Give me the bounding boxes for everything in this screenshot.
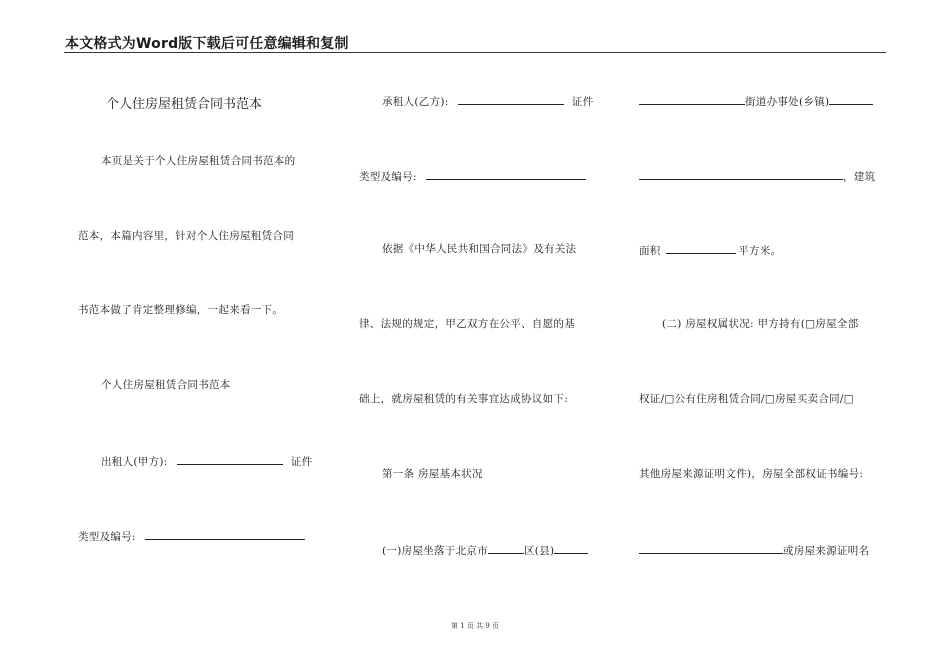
page-number: 第 1 页 共 9 页 [450, 622, 500, 630]
lessee-id-label: 证件 [571, 96, 594, 108]
street-blank [554, 542, 588, 554]
col2-line-4: 律、法规的规定，甲乙双方在公平、自愿的基 [359, 318, 575, 330]
area-label: 面积 [639, 245, 661, 257]
col2-line-7 [382, 542, 588, 558]
lessor-name-blank [177, 453, 283, 465]
header-title: 本文格式为Word版下载后可任意编辑和复制 [65, 36, 349, 52]
col1-line-5 [101, 453, 313, 469]
lessor-id-type-label: 类型及编号: [78, 531, 136, 543]
col3-line-1 [639, 93, 873, 109]
col3-line-5: 权证/□公有住房租赁合同/□房屋买卖合同/□ [639, 393, 854, 405]
document-title: 个人住房屋租赁合同书范本 [106, 97, 263, 112]
col2-line-2 [359, 168, 586, 184]
area-blank [666, 242, 736, 254]
lessor-id-label: 证件 [290, 456, 313, 468]
col2-line-5: 础上，就房屋租赁的有关事宜达成协议如下: [359, 393, 569, 405]
lessee-id-type-label: 类型及编号: [359, 171, 417, 183]
address-blank [639, 168, 843, 180]
col1-line-1: 本页是关于个人住房屋租赁合同书范本的 [101, 155, 296, 167]
col3-line-7 [639, 542, 869, 558]
col3-line-6: 其他房屋来源证明文件)，房屋全部权证书编号: [639, 468, 864, 480]
col3-line-2 [639, 168, 875, 184]
col1-line-3: 书范本做了肯定整理修编，一起来看一下。 [78, 304, 284, 316]
lessor-label: 出租人(甲方): [101, 456, 168, 468]
township-blank [829, 93, 873, 105]
lessor-id-number-blank [145, 528, 305, 540]
area-unit-label: 平方米。 [738, 245, 782, 257]
col1-line-6 [78, 528, 305, 544]
lessee-id-number-blank [426, 168, 586, 180]
col2-line-6: 第一条 房屋基本状况 [382, 468, 483, 480]
location-city-label: (一)房屋坐落于北京市 [382, 545, 488, 557]
lessee-name-blank [458, 93, 564, 105]
col3-line-3 [639, 242, 781, 258]
col3-line-4: (二) 房屋权属状况: 甲方持有(□房屋全部 [662, 318, 859, 330]
lessee-label: 承租人(乙方): [382, 96, 449, 108]
building-label: ，建筑 [843, 171, 876, 183]
col1-line-4: 个人住房屋租赁合同书范本 [101, 379, 231, 391]
subdistrict-label: 街道办事处(乡镇) [745, 96, 830, 108]
certificate-source-label: 或房屋来源证明名 [783, 545, 870, 557]
certificate-number-blank [639, 542, 783, 554]
col2-line-1 [382, 93, 594, 109]
district-label: 区(县) [524, 545, 555, 557]
col2-line-3: 依据《中华人民共和国合同法》及有关法 [382, 243, 577, 255]
col1-line-2: 范本，本篇内容里，针对个人住房屋租赁合同 [78, 230, 294, 242]
district-blank [488, 542, 524, 554]
subdistrict-blank [639, 93, 745, 105]
header-divider [64, 52, 886, 53]
